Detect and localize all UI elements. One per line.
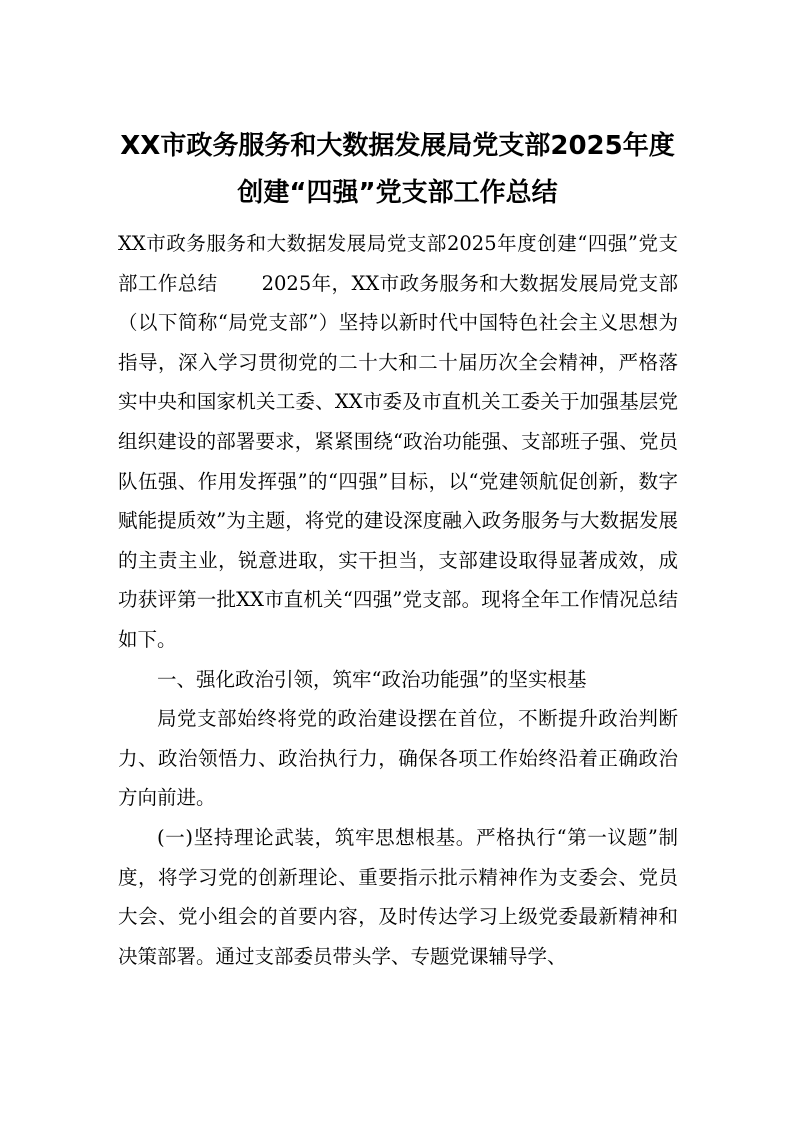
document-title: XX市政务服务和大数据发展局党支部2025年度创建“四强”党支部工作总结 <box>120 131 675 208</box>
intro-text: 2025年，XX市政务服务和大数据发展局党支部（以下简称“局党支部”）坚持以新时代中国特色社会主义思想为指导，深入学习贯彻党的二十大和二十届历次全会精神，严格落实中央和国家机关工委、XX市委及市直机关工委关于加强基层党组织建设的部署要求，紧紧围绕“政治功能强、支部班子强、党员队伍强、作用发挥强”的“四强”目标，以“党建领航促创新，数字赋能提质效”为主题，将党的建设深度融入政务服务与大数据发展的主责主业，锐意进取，实干担当，支部建设取得显著成效，成功获评第一批XX市直机关“四强”党支部。现将全年工作情况总结如下。 <box>118 271 678 651</box>
section-heading-1: 一、强化政治引领，筑牢“政治功能强”的坚实根基 <box>157 667 587 691</box>
intro-paragraph <box>118 224 678 660</box>
subsection-1-paragraph: (一)坚持理论武装，筑牢思想根基。严格执行“第一议题”制度，将学习党的创新理论、重要指示批示精神作为支委会、党员大会、党小组会的首要内容，及时传达学习上级党委最新精神和决策部署。通过支部委员带头学、专题党课辅导学、 <box>118 825 678 968</box>
section-1-paragraph: 局党支部始终将党的政治建设摆在首位，不断提升政治判断力、政治领悟力、政治执行力，确保各项工作始终沿着正确政治方向前进。 <box>118 707 678 810</box>
intro-repeated-title: XX市政务服务和大数据发展局党支部2025年度创建“四强”党支部工作总结 <box>118 232 678 295</box>
document-body <box>118 224 678 976</box>
